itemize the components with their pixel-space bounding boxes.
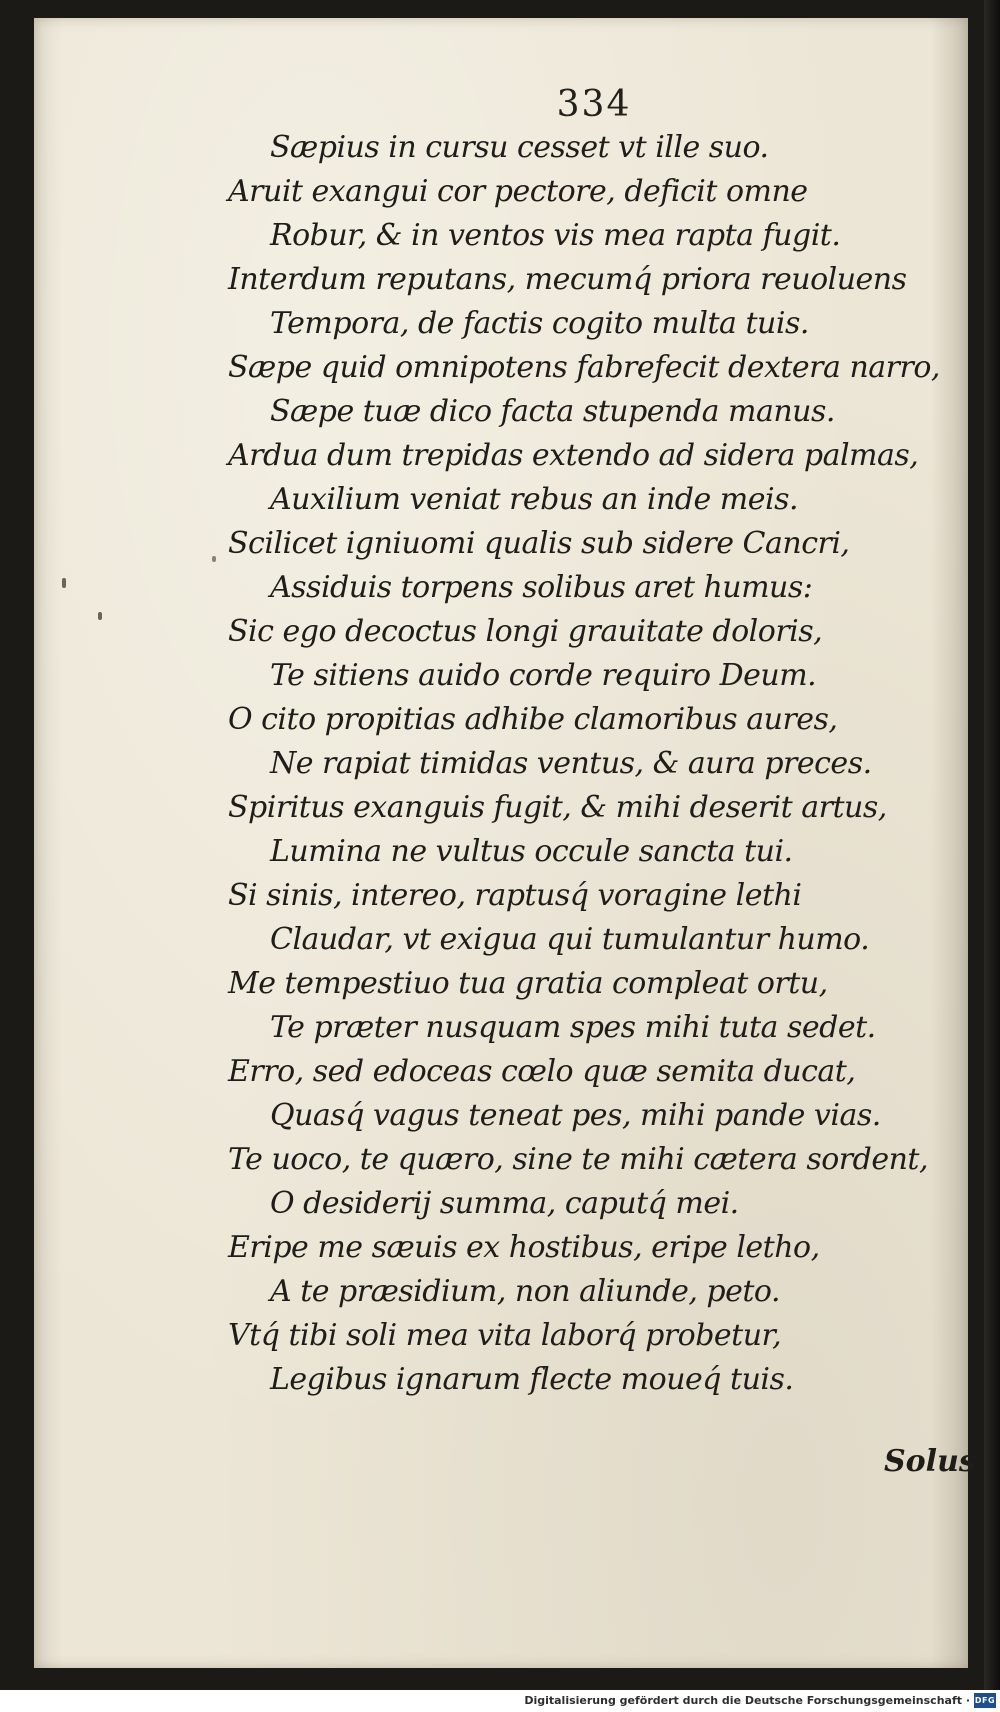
verse-line: A te præsidium, non aliunde, peto. xyxy=(270,1274,780,1309)
verse-line: Assiduis torpens solibus aret humus: xyxy=(270,570,813,605)
verse-line: Ne rapiat timidas ventus, & aura preces. xyxy=(270,746,872,781)
verse-line: Legibus ignarum flecte moueq́ tuis. xyxy=(270,1362,794,1397)
verse-line: Auxilium veniat rebus an inde meis. xyxy=(270,482,799,517)
verse-line: Si sinis, intereo, raptusq́ voragine lethi xyxy=(228,878,802,913)
verse-line: Te uoco, te quæro, sine te mihi cætera sordent, xyxy=(228,1142,929,1177)
verse-line: Lumina ne vultus occule sancta tui. xyxy=(270,834,793,869)
verse-line: Sæpe quid omnipotens fabrefecit dextera narro, xyxy=(228,350,940,385)
verse-line: Te præter nusquam spes mihi tuta sedet. xyxy=(270,1010,876,1045)
verse-line: Eripe me sæuis ex hostibus, eripe letho, xyxy=(228,1230,820,1265)
funding-credit: Digitalisierung gefördert durch die Deutsche Forschungsgemeinschaft · xyxy=(524,1694,970,1707)
verse-line: Quasq́ vagus teneat pes, mihi pande vias. xyxy=(270,1098,881,1133)
page-number: 334 xyxy=(556,84,632,125)
catchword: Solus xyxy=(884,1444,976,1479)
dfg-logo: DFG xyxy=(974,1693,996,1708)
verse-line: Aruit exangui cor pectore, deficit omne xyxy=(228,174,808,209)
verse-line: Spiritus exanguis fugit, & mihi deserit artus, xyxy=(228,790,887,825)
book-edge xyxy=(984,0,1000,1690)
verse-line: Sic ego decoctus longi grauitate doloris, xyxy=(228,614,823,649)
verse-line: Vtq́ tibi soli mea vita laborq́ probetur, xyxy=(228,1318,782,1353)
verse-line: Claudar, vt exigua qui tumulantur humo. xyxy=(270,922,870,957)
verse-line: O desiderij summa, caputq́ mei. xyxy=(270,1186,739,1221)
verse-line: Te sitiens auido corde requiro Deum. xyxy=(270,658,817,693)
verse-line: Erro, sed edoceas cœlo quæ semita ducat, xyxy=(228,1054,856,1089)
verse-line: Ardua dum trepidas extendo ad sidera palmas, xyxy=(228,438,919,473)
verse-line: Interdum reputans, mecumq́ priora reuoluens xyxy=(228,262,907,297)
book-page xyxy=(34,18,976,1668)
verse-line: Scilicet igniuomi qualis sub sidere Cancri, xyxy=(228,526,850,561)
digitization-footer xyxy=(0,1690,1000,1712)
verse-line: Sæpius in cursu cesset vt ille suo. xyxy=(270,130,769,165)
verse-line: Robur, & in ventos vis mea rapta fugit. xyxy=(270,218,841,253)
verse-line: Sæpe tuæ dico facta stupenda manus. xyxy=(270,394,835,429)
poem-text xyxy=(34,18,968,1668)
verse-line: Me tempestiuo tua gratia compleat ortu, xyxy=(228,966,828,1001)
verse-line: O cito propitias adhibe clamoribus aures, xyxy=(228,702,838,737)
verse-line: Tempora, de factis cogito multa tuis. xyxy=(270,306,809,341)
